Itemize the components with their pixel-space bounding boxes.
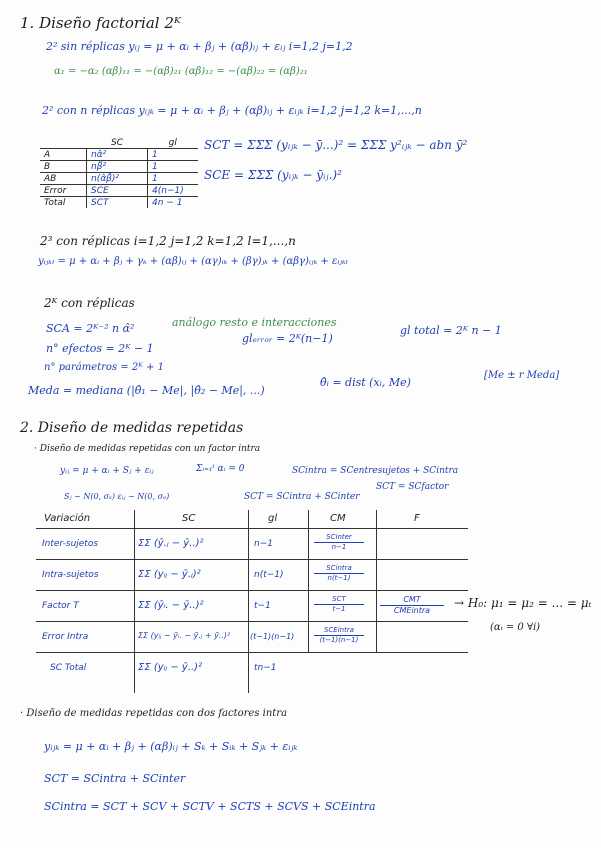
table-row — [36, 591, 468, 622]
model-one-factor: yᵢⱼ = μ + αᵢ + Sⱼ + εᵢⱼ — [60, 466, 154, 476]
cm-cell — [314, 564, 364, 583]
constraints-2x2: α₁ = −α₂ (αβ)₁₁ = −(αβ)₂₁ (αβ)₁₂ = −(αβ)₂₂ = (αβ)₂₁ — [54, 66, 308, 77]
gl-cell: 1 — [148, 161, 199, 173]
gl-cell: n(t−1) — [254, 570, 284, 580]
heading-2k-replicas: 2ᴷ con réplicas — [44, 296, 135, 310]
row-label: Inter-sujetos — [42, 539, 99, 549]
alpha-sum: Σᵢ₌₁ᵗ αᵢ = 0 — [196, 464, 245, 474]
row-label: Error — [40, 185, 87, 197]
sc-cell: ΣΣ (yᵢⱼ − ȳᵢ. − ȳ.ⱼ + ȳ..)² — [138, 631, 231, 640]
table-row — [40, 149, 198, 161]
row-label: A — [40, 149, 87, 161]
sce-formula: SCE = ΣΣΣ (yᵢⱼₖ − ȳᵢⱼ.)² — [204, 168, 342, 182]
sct-inter-intra: SCT = SCintra + SCinter — [244, 492, 360, 502]
null-hypothesis-alpha: (αᵢ = 0 ∀i) — [490, 622, 541, 633]
sc-cell: SCT — [87, 197, 148, 209]
table-row — [40, 161, 198, 173]
model-two-factors: yᵢⱼₖ = μ + αᵢ + βⱼ + (αβ)ᵢⱼ + Sₖ + Sᵢₖ + Sⱼₖ + εᵢⱼₖ — [44, 740, 298, 753]
gl-cell: 4(n−1) — [148, 185, 199, 197]
sc-cell: ΣΣ (ȳᵢ. − ȳ..)² — [138, 600, 204, 611]
gl-cell: 1 — [148, 173, 199, 185]
subheading-one-factor: · Diseño de medidas repetidas con un factor intra — [34, 444, 261, 454]
heading-2-3-replicas: 2³ con réplicas i=1,2 j=1,2 k=1,2 l=1,...,n — [40, 234, 296, 248]
table-row — [36, 622, 468, 653]
gl-cell: tn−1 — [254, 663, 277, 673]
row-label: Intra-sujetos — [42, 570, 99, 580]
cm-numerator: SCintra — [314, 564, 364, 574]
num-parameters: n° parámetros = 2ᴷ + 1 — [44, 362, 164, 373]
table-row — [40, 197, 198, 209]
table-row — [36, 560, 468, 591]
sc-cell: ΣΣ (yᵢⱼ − ȳ..)² — [138, 662, 203, 673]
sct-formula: SCT = ΣΣΣ (yᵢⱼₖ − ȳ...)² = ΣΣΣ y²ᵢⱼₖ − abn ȳ² — [204, 138, 468, 152]
gl-total: gl total = 2ᴷ n − 1 — [400, 324, 502, 337]
gl-cell: n−1 — [254, 539, 273, 549]
header-gl: gl — [268, 513, 278, 524]
table-row — [40, 173, 198, 185]
f-numerator: CMT — [380, 595, 444, 606]
table-header-row — [36, 510, 468, 529]
gl-cell: t−1 — [254, 601, 271, 611]
cm-denominator: t−1 — [332, 605, 346, 613]
anova-table-2x2 — [40, 137, 198, 208]
null-hypothesis: → H₀: μ₁ = μ₂ = ... = μₜ — [454, 596, 592, 610]
header-variacion: Variación — [44, 513, 91, 524]
sct-two-factors: SCT = SCintra + SCinter — [44, 772, 186, 785]
row-label: Factor T — [42, 601, 79, 611]
cm-numerator: SCEintra — [314, 626, 364, 636]
sc-cell: SCE — [87, 185, 148, 197]
section-2-title: 2. Diseño de medidas repetidas — [20, 420, 244, 436]
header-sc: SC — [182, 513, 196, 524]
sc-cell: ΣΣ (yᵢⱼ − ȳ.ⱼ)² — [138, 569, 201, 580]
cm-cell — [314, 626, 364, 645]
distributions: Sⱼ ~ N(0, σₛ) εᵢⱼ ~ N(0, σₑ) — [64, 492, 170, 501]
sct-factor: SCT = SCfactor — [376, 482, 449, 492]
f-denominator: CMEintra — [393, 606, 431, 615]
sc-intra-decomp: SCintra = SCentresujetos + SCintra — [292, 466, 459, 476]
header-cm: CM — [330, 513, 346, 524]
row-label: SC Total — [50, 663, 87, 673]
row-label: B — [40, 161, 87, 173]
cm-denominator: (t−1)(n−1) — [319, 636, 359, 644]
table-row — [36, 529, 468, 560]
model-2x2-n-replicas: 2² con n réplicas yᵢⱼₖ = μ + αᵢ + βⱼ + (αβ)ᵢⱼ + εᵢⱼₖ i=1,2 j=1,2 k=1,...,n — [42, 104, 422, 117]
table-header — [40, 137, 87, 149]
table-row — [40, 185, 198, 197]
cm-cell — [314, 595, 364, 614]
header-f: F — [414, 513, 420, 524]
cm-numerator: SCinter — [314, 533, 364, 543]
sc-cell: n(α̂β̂)² — [87, 173, 148, 185]
sca-formula: SCA = 2ᴷ⁻² n α̂² — [46, 322, 135, 335]
table-row — [36, 653, 468, 693]
sc-cell: nβ̂² — [87, 161, 148, 173]
cm-numerator: SCT — [314, 595, 364, 605]
table-header: gl — [148, 137, 199, 149]
cm-denominator: n(t−1) — [327, 574, 351, 582]
anova-table-repeated — [36, 510, 468, 693]
num-effects: n° efectos = 2ᴷ − 1 — [46, 342, 154, 355]
sc-cell: ΣΣ (ȳ.ⱼ − ȳ..)² — [138, 538, 204, 549]
sc-intra-two-factors: SCintra = SCT + SCV + SCTV + SCTS + SCVS + SCEintra — [44, 800, 376, 813]
model-2-3: yᵢⱼₖₗ = μ + αᵢ + βⱼ + γₖ + (αβ)ᵢⱼ + (αγ)ᵢₖ + (βγ)ⱼₖ + (αβγ)ᵢⱼₖ + εᵢⱼₖₗ — [38, 256, 349, 267]
row-label: Error Intra — [42, 632, 89, 642]
section-1-title: 1. Diseño factorial 2ᴷ — [20, 14, 181, 32]
model-2x2-no-replicas: 2² sin réplicas yᵢⱼ = μ + αᵢ + βⱼ + (αβ)ᵢⱼ + εᵢⱼ i=1,2 j=1,2 — [46, 40, 353, 53]
row-label: AB — [40, 173, 87, 185]
sc-cell: nα̂² — [87, 149, 148, 161]
theta-dist: θ̂ᵢ = dist (xᵢ, Me) — [320, 376, 411, 389]
cm-cell — [314, 533, 364, 552]
gl-cell: 4n − 1 — [152, 197, 183, 208]
interval: [Me ± r Meda] — [484, 370, 560, 381]
meda-formula: Meda = mediana (|θ̂₁ − Me|, |θ̂₂ − Me|, ...) — [28, 384, 265, 397]
cm-denominator: n−1 — [331, 543, 347, 551]
table-header: SC — [87, 137, 148, 149]
analog-note: análogo resto e interacciones — [172, 316, 337, 329]
f-cell — [380, 595, 444, 616]
gl-cell: (t−1)(n−1) — [250, 632, 295, 641]
gl-cell: 1 — [148, 149, 199, 161]
gl-error: glₑᵣᵣₒᵣ = 2ᴷ(n−1) — [242, 332, 333, 345]
row-label: Total — [40, 197, 87, 209]
subheading-two-factors: · Diseño de medidas repetidas con dos factores intra — [20, 708, 288, 719]
